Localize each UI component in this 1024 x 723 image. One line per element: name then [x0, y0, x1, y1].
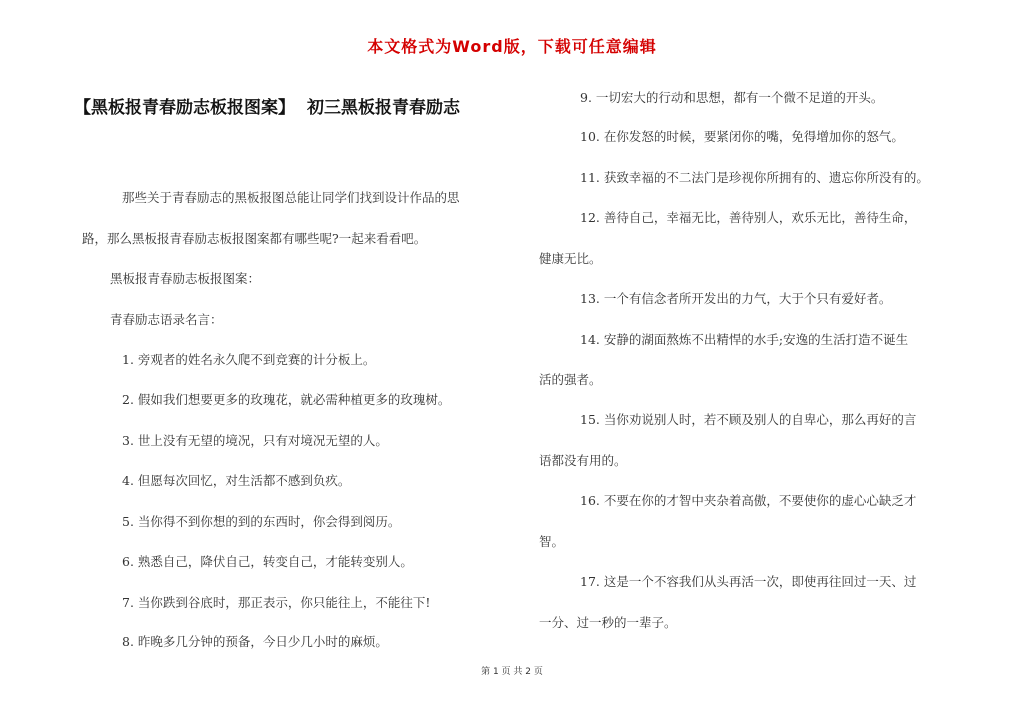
intro-line-2: 路，那么黑板报青春励志板报图案都有哪些呢?一起来看看吧。 — [82, 231, 427, 246]
list-item: 9. 一切宏大的行动和思想，都有一个微不足道的开头。 — [580, 90, 884, 105]
list-item: 6. 熟悉自己，降伏自己，转变自己，才能转变别人。 — [122, 554, 413, 569]
list-item: 13. 一个有信念者所开发出的力气，大于个只有爱好者。 — [580, 291, 892, 306]
title-part-2: 初三黑板报青春励志 — [307, 98, 460, 118]
list-item: 10. 在你发怒的时候，要紧闭你的嘴，免得增加你的怒气。 — [580, 129, 904, 144]
quotes-heading: 青春励志语录名言： — [110, 312, 223, 327]
right-column — [512, 0, 1024, 723]
list-item: 11. 获致幸福的不二法门是珍视你所拥有的、遗忘你所没有的。 — [580, 170, 929, 185]
list-item: 12. 善待自己，幸福无比，善待别人，欢乐无比，善待生命， — [580, 210, 917, 225]
list-item: 17. 这是一个不容我们从头再活一次，即使再往回过一天、过 — [580, 574, 917, 589]
list-item: 5. 当你得不到你想的到的东西时，你会得到阅历。 — [122, 514, 401, 529]
page-footer: 第 1 页 共 2 页 — [481, 667, 543, 677]
list-item: 8. 昨晚多几分钟的预备，今日少几小时的麻烦。 — [122, 634, 388, 649]
document-banner: 本文格式为Word版，下载可任意编辑 — [367, 37, 657, 56]
list-item-continuation: 智。 — [539, 534, 565, 549]
list-item: 14. 安静的湖面熬炼不出精悍的水手;安逸的生活打造不诞生 — [580, 332, 909, 347]
list-item: 16. 不要在你的才智中夹杂着高傲，不要使你的虚心心缺乏才 — [580, 493, 917, 508]
intro-line-1: 那些关于青春励志的黑板报图总能让同学们找到设计作品的思 — [122, 190, 460, 205]
list-item: 3. 世上没有无望的境况，只有对境况无望的人。 — [122, 433, 388, 448]
list-item: 2. 假如我们想要更多的玫瑰花，就必需种植更多的玫瑰树。 — [122, 392, 451, 407]
section-heading: 黑板报青春励志板报图案： — [110, 271, 261, 286]
list-item-continuation: 健康无比。 — [539, 251, 602, 266]
list-item: 7. 当你跌到谷底时，那正表示，你只能往上，不能往下! — [122, 595, 431, 610]
list-item: 1. 旁观者的姓名永久爬不到竞赛的计分板上。 — [122, 352, 376, 367]
list-item-continuation: 活的强者。 — [539, 372, 602, 387]
list-item-continuation: 语都没有用的。 — [539, 453, 627, 468]
list-item-continuation: 一分、过一秒的一辈子。 — [539, 615, 677, 630]
list-item: 4. 但愿每次回忆，对生活都不感到负疚。 — [122, 473, 351, 488]
title-part-1: 【黑板报青春励志板报图案】 — [74, 98, 295, 118]
list-item: 15. 当你劝说别人时，若不顾及别人的自卑心，那么再好的言 — [580, 412, 917, 427]
